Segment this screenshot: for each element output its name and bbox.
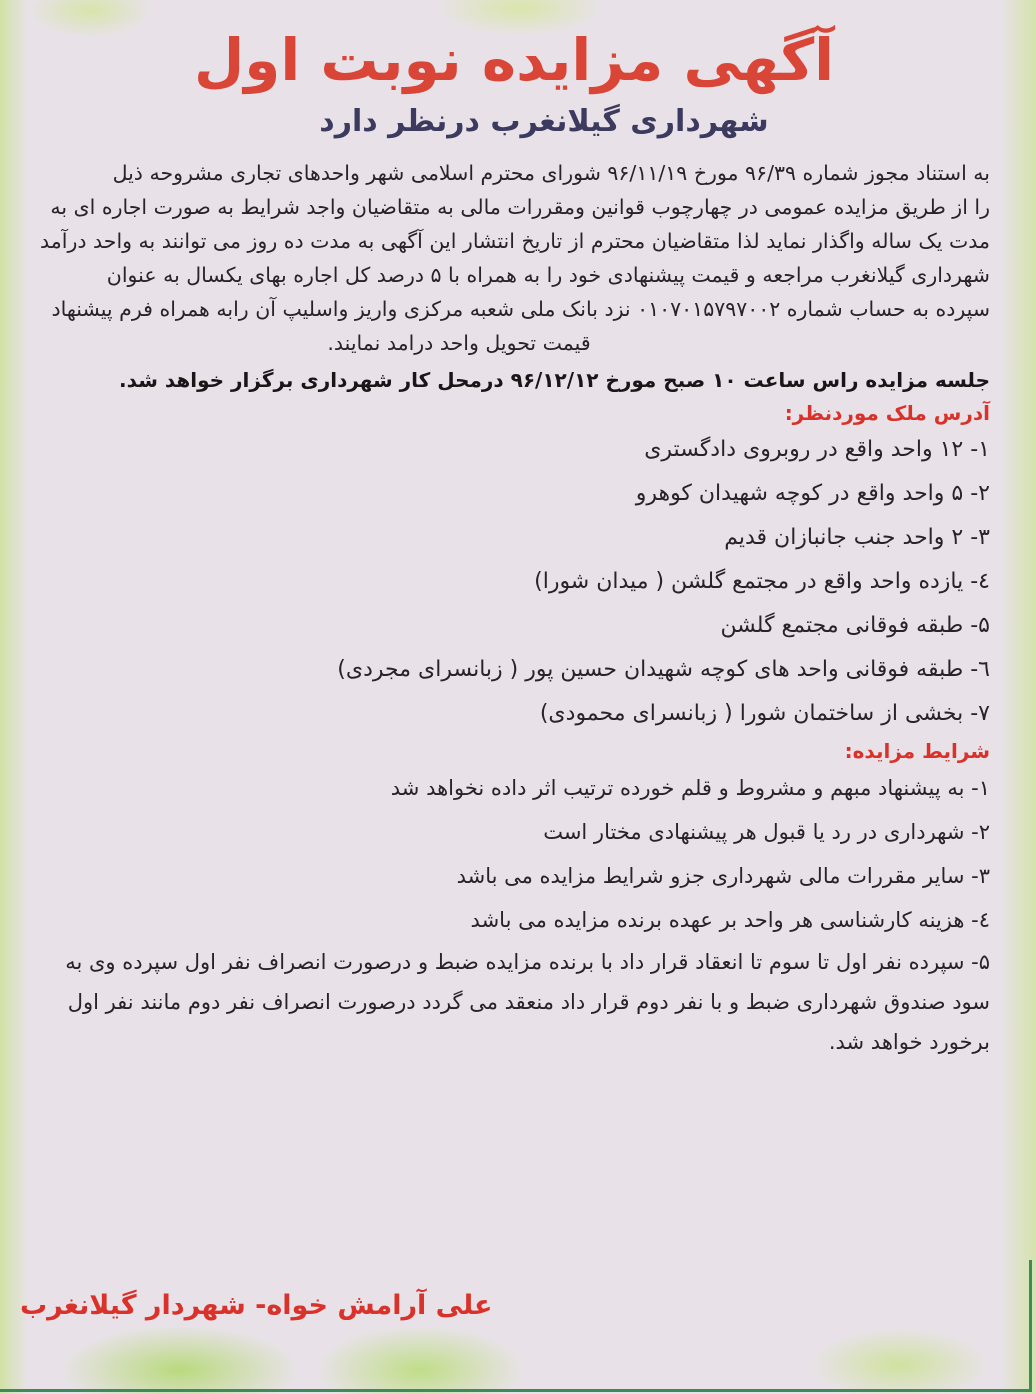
condition-item: ۵- سپرده نفر اول تا سوم تا انعقاد قرار داد با برنده مزایده ضبط و درصورت انصراف نفر اول سپرده وی به سود صندوق شهرداری ضبط و با نفر دوم قرار داد منعقد می گردد درصورت انصراف نفر دوم مانند نفر اول برخورد خواهد شد. bbox=[65, 950, 990, 1054]
intro-line-1: به استناد مجوز شماره ۹۶/۳۹ مورخ ۹۶/۱۱/۱۹ شورای محترم اسلامی شهر واحدهای تجاری مشروحه ذیل bbox=[112, 161, 990, 185]
address-list bbox=[38, 428, 990, 736]
intro-line-6: قیمت تحویل واحد درامد نمایند. bbox=[327, 331, 591, 355]
condition-item: ۳- سایر مقررات مالی شهرداری جزو شرایط مزایده می باشد bbox=[456, 864, 990, 888]
address-item: ۷- بخشی از ساختمان شورا ( زبانسرای محمودی) bbox=[539, 701, 990, 726]
right-frame-line bbox=[1029, 1260, 1032, 1392]
address-item: ۳- ۲ واحد جنب جانبازان قدیم bbox=[724, 525, 990, 550]
address-item: ۱- ۱۲ واحد واقع در روبروی دادگستری bbox=[644, 437, 990, 462]
condition-item: ۲- شهرداری در رد یا قبول هر پیشنهادی مختار است bbox=[543, 820, 990, 844]
auction-notice bbox=[38, 20, 990, 1062]
session-announcement: جلسه مزایده راس ساعت ۱۰ صبح مورخ ۹۶/۱۲/۱۲ درمحل کار شهرداری برگزار خواهد شد. bbox=[119, 368, 990, 392]
intro-line-2: را از طریق مزایده عمومی در چهارچوب قوانین ومقررات مالی به متقاضیان واجد شرایط به صورت اجاره ای به bbox=[50, 195, 990, 219]
mayor-signature: علی آرامش خواه- شهردار گیلانغرب bbox=[20, 1290, 493, 1321]
intro-paragraph bbox=[38, 156, 990, 360]
intro-line-3: مدت یک ساله واگذار نماید لذا متقاضیان محترم از تاریخ انتشار این آگهی به مدت ده روز می توانند به واحد درآمد bbox=[40, 229, 990, 253]
bottom-frame-line bbox=[0, 1389, 1032, 1392]
conditions-heading: شرایط مزایده: bbox=[844, 739, 990, 763]
conditions-list bbox=[38, 766, 990, 1062]
intro-line-5: سپرده به حساب شماره ۰۱۰۷۰۱۵۷۹۷۰۰۲ نزد بانک ملی شعبه مرکزی واریز واسلیپ آن رابه همراه فرم پیشنهاد bbox=[51, 297, 990, 321]
intro-line-4: شهرداری گیلانغرب مراجعه و قیمت پیشنهادی خود را به همراه با ۵ درصد کل اجاره بهای یکسال به عنوان bbox=[106, 263, 990, 287]
address-item: ۲- ۵ واحد واقع در کوچه شهیدان کوهرو bbox=[635, 481, 990, 506]
condition-item: ٤- هزینه کارشناسی هر واحد بر عهده برنده مزایده می باشد bbox=[470, 908, 990, 932]
address-heading: آدرس ملک موردنظر: bbox=[784, 401, 990, 425]
notice-subtitle: شهرداری گیلانغرب درنظر دارد bbox=[319, 104, 769, 139]
condition-item: ۱- به پیشنهاد مبهم و مشروط و قلم خورده ترتیب اثر داده نخواهد شد bbox=[390, 776, 990, 800]
notice-title: آگهی مزایده نوبت اول bbox=[193, 26, 835, 94]
address-item: ٤- یازده واحد واقع در مجتمع گلشن ( میدان شورا) bbox=[534, 569, 990, 594]
address-item: ۵- طبقه فوقانی مجتمع گلشن bbox=[720, 613, 990, 638]
address-item: ٦- طبقه فوقانی واحد های کوچه شهیدان حسین پور ( زبانسرای مجردی) bbox=[337, 657, 990, 682]
